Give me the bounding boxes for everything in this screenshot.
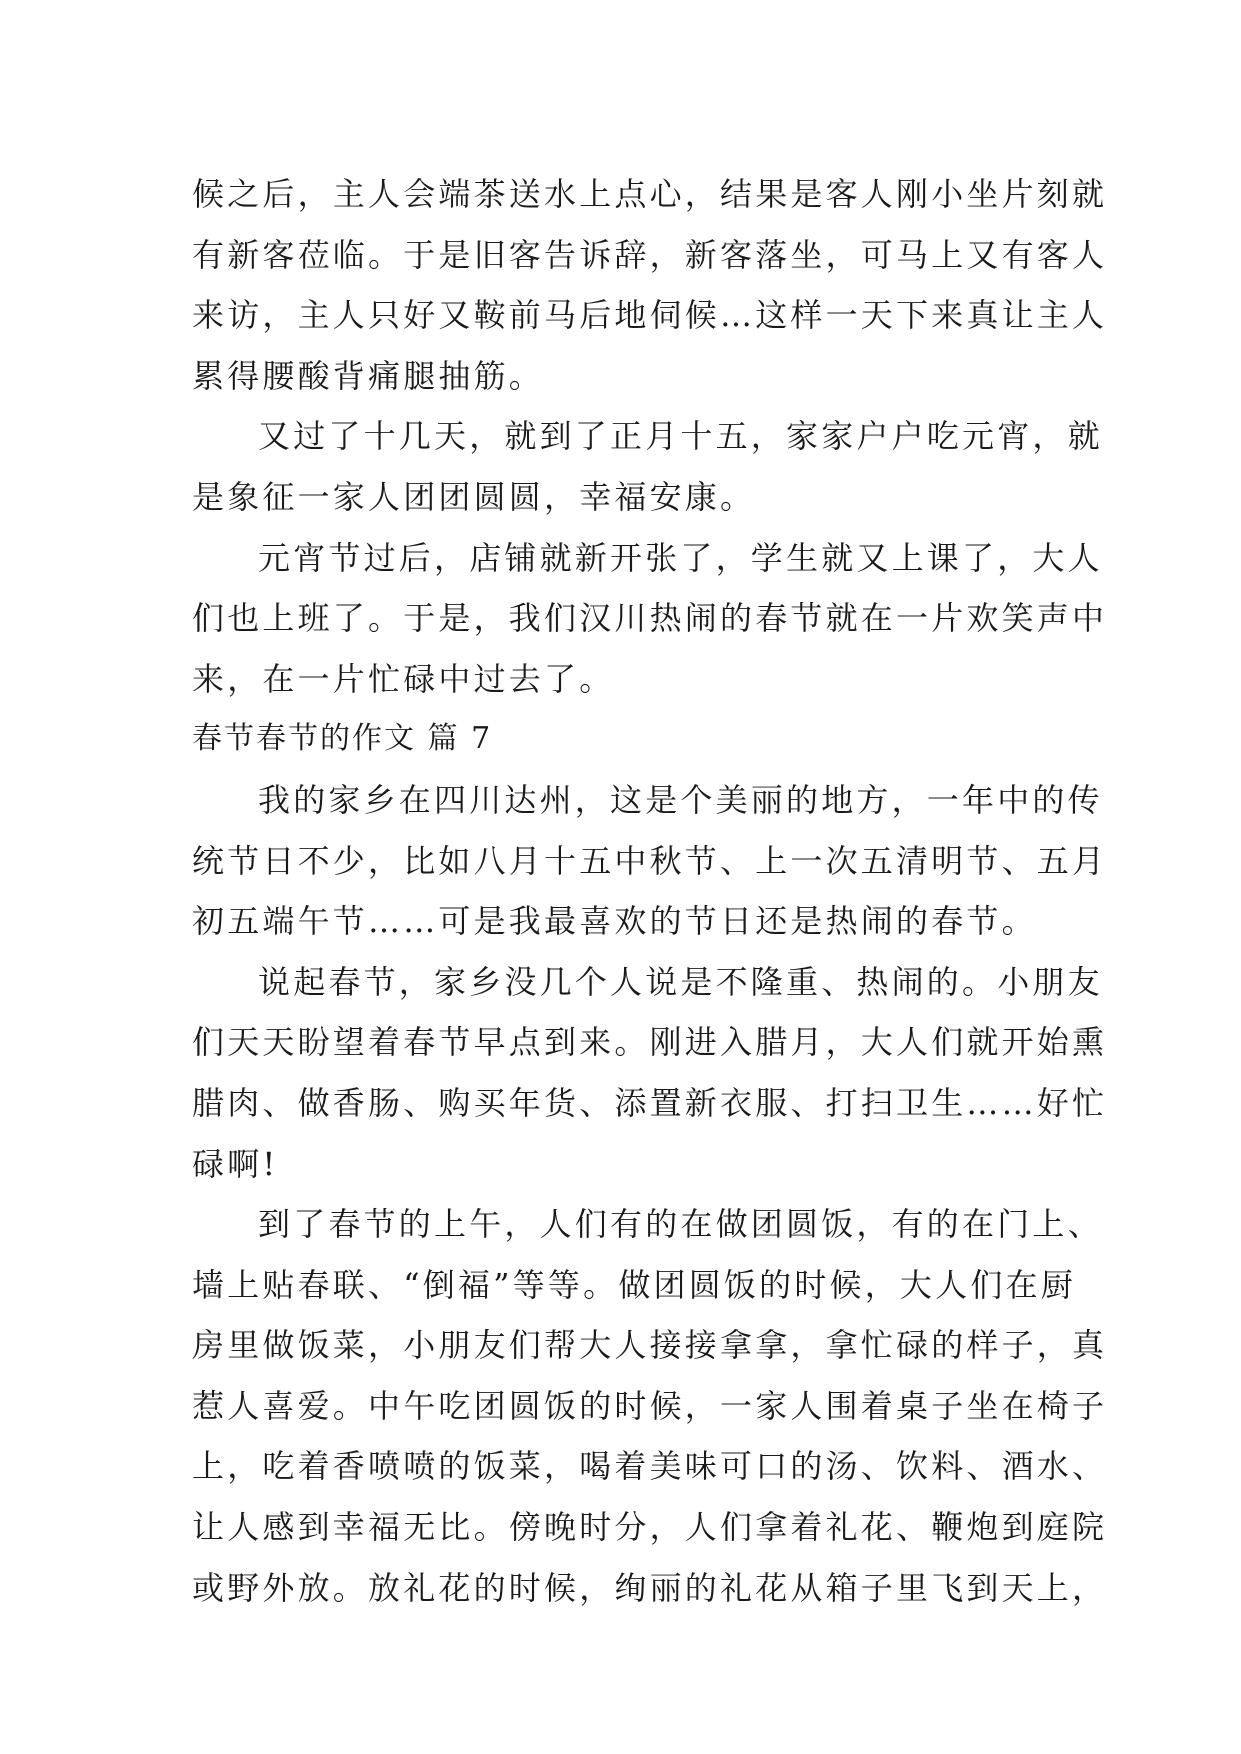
paragraph-line: 或野外放。放礼花的时候，绚丽的礼花从箱子里飞到天上， (192, 1568, 1108, 1607)
paragraph-line: 候之后，主人会端茶送水上点心，结果是客人刚小坐片刻就 (192, 175, 1108, 213)
paragraph-line: 上，吃着香喷喷的饭菜，喝着美味可口的汤、饮料、酒水、 (192, 1447, 1108, 1486)
paragraph-line: 们也上班了。于是，我们汉川热闹的春节就在一片欢笑声中 (192, 599, 1108, 638)
paragraph-line: 到了春节的上午，人们有的在做团圆饭，有的在门上、 (258, 1205, 1103, 1244)
paragraph-line: 是象征一家人团团圆圆，幸福安康。 (192, 477, 756, 516)
paragraph-line: 碌啊! (192, 1144, 279, 1183)
paragraph-line: 说起春节，家乡没几个人说是不隆重、热闹的。小朋友 (258, 962, 1103, 1001)
paragraph (192, 164, 1108, 406)
paragraph-line: 又过了十几天，就到了正月十五，家家户户吃元宵，就 (258, 417, 1103, 456)
paragraph-line: 腊肉、做香肠、购买年货、添置新衣服、打扫卫生……好忙 (192, 1083, 1108, 1122)
document-body (192, 164, 1108, 1618)
paragraph-line: 初五端午节……可是我最喜欢的节日还是热闹的春节。 (192, 902, 1037, 941)
paragraph-line: 统节日不少，比如八月十五中秋节、上一次五清明节、五月 (192, 841, 1108, 880)
paragraph-line: 累得腰酸背痛腿抽筋。 (192, 356, 545, 395)
heading-text: 春节春节的作文 篇 7 (192, 721, 493, 757)
paragraph-line: 我的家乡在四川达州，这是个美丽的地方，一年中的传 (258, 780, 1103, 819)
paragraph (192, 770, 1108, 952)
paragraph-line: 房里做饭菜，小朋友们帮大人接接拿拿，拿忙碌的样子，真 (192, 1326, 1108, 1365)
paragraph-line: 惹人喜爱。中午吃团圆饭的时候，一家人围着桌子坐在椅子 (192, 1386, 1108, 1425)
paragraph (192, 528, 1108, 710)
paragraph-line: 来，在一片忙碌中过去了。 (192, 659, 615, 698)
paragraph-line: 墙上贴春联、“倒福”等等。做团圆饭的时候，大人们在厨 (192, 1265, 1076, 1304)
section-heading (192, 709, 1062, 770)
paragraph-line: 让人感到幸福无比。傍晚时分，人们拿着礼花、鞭炮到庭院 (192, 1508, 1108, 1547)
paragraph (192, 1194, 1108, 1618)
paragraph-line: 元宵节过后，店铺就新开张了，学生就又上课了，大人 (258, 538, 1103, 577)
paragraph (192, 952, 1108, 1194)
paragraph-line: 们天天盼望着春节早点到来。刚进入腊月，大人们就开始熏 (192, 1023, 1108, 1062)
paragraph-line: 有新客莅临。于是旧客告诉辞，新客落坐，可马上又有客人 (192, 235, 1108, 274)
paragraph (192, 406, 1103, 527)
paragraph-line: 来访，主人只好又鞍前马后地伺候…这样一天下来真让主人 (192, 296, 1108, 335)
